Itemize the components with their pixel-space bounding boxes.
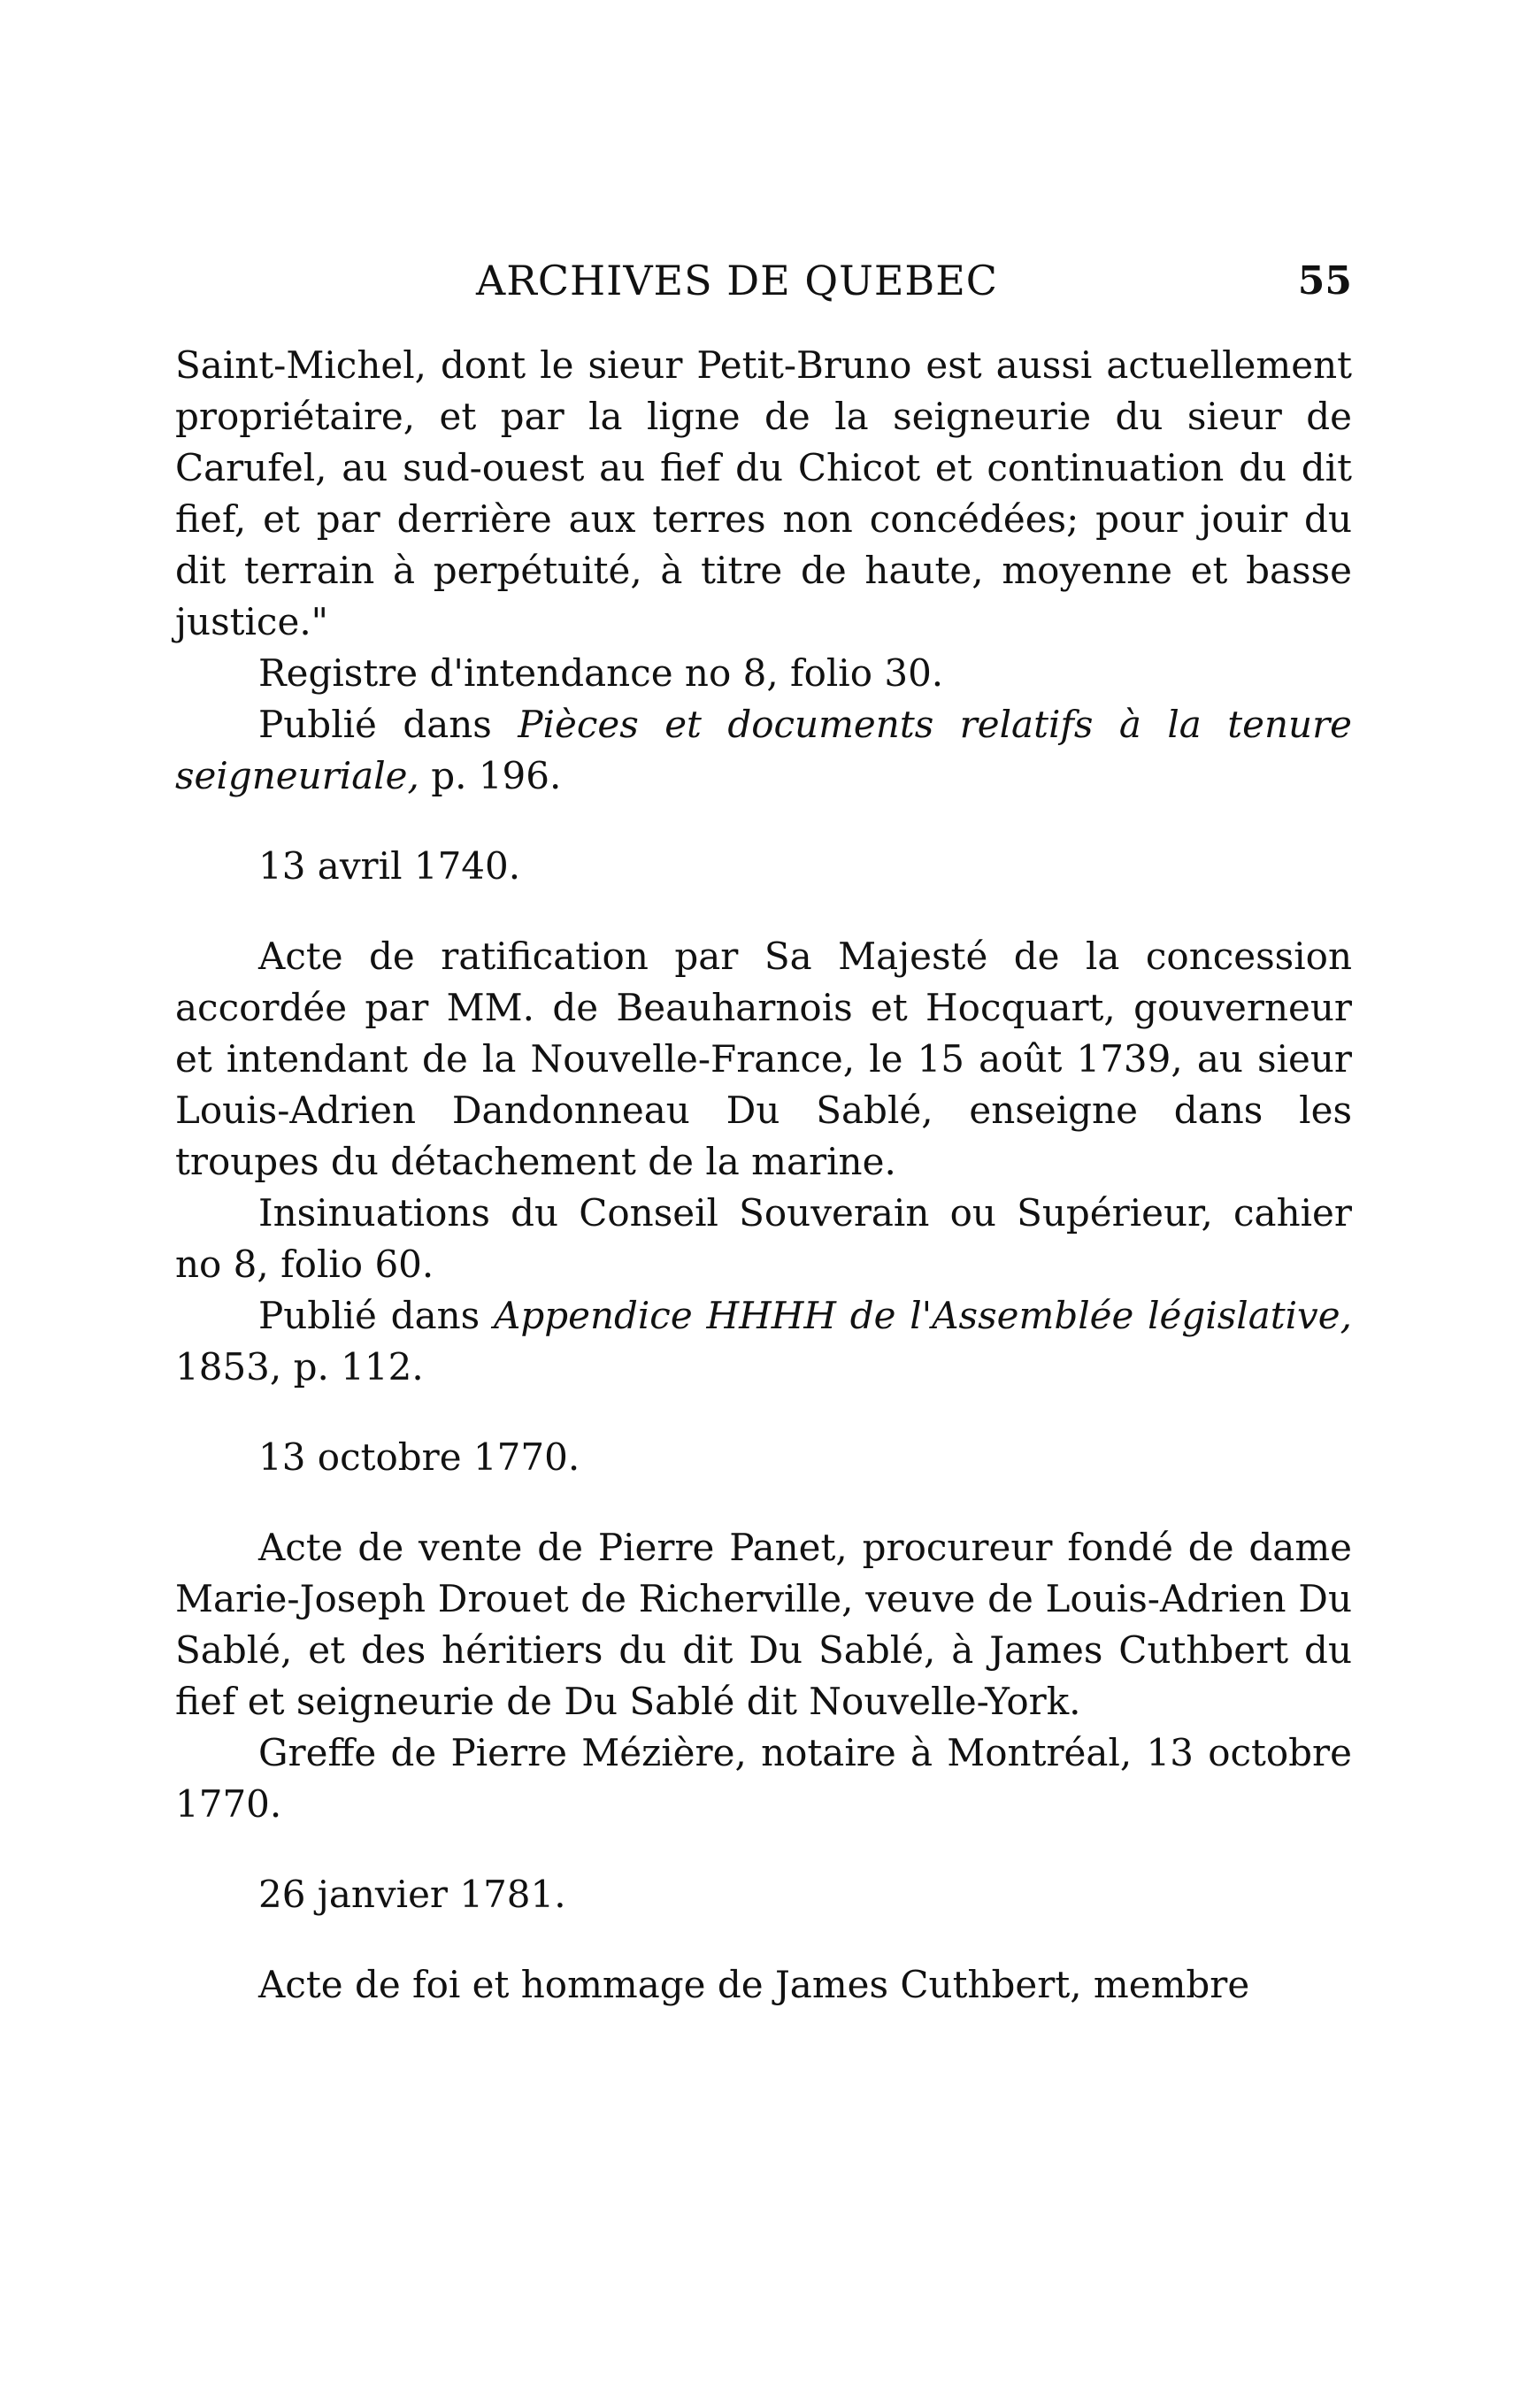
- document-body: [175, 340, 1352, 2011]
- running-header: [175, 239, 1352, 310]
- source-reference: Greffe de Pierre Mézière, notaire à Montréal, 13 octobre 1770.: [175, 1731, 1352, 1826]
- publication-prefix: Publié dans: [258, 1294, 480, 1337]
- entry-date: 13 avril 1740.: [258, 844, 521, 888]
- publication-title: Pièces et documents relatifs à la tenure seigneuriale,: [175, 703, 1352, 797]
- continuation-paragraph: Saint-Michel, dont le sieur Petit-Bruno est aussi actuellement propriétaire, et par la ligne de la seigneurie du sieur de Carufel, au sud-ouest au fief du Chicot et continuation du dit fief, et par derrière aux terres non concédées; pour jouir du dit terrain à perpétuité, à titre de haute, moyenne et basse justice.": [175, 343, 1352, 643]
- entry-body: Acte de vente de Pierre Panet, procureur fondé de dame Marie-Joseph Drouet de Richerville, veuve de Louis-Adrien Du Sablé, et des héritiers du dit Du Sablé, à James Cuthbert du fief et seigneurie de Du Sablé dit Nouvelle-York.: [175, 1526, 1352, 1723]
- running-title: ARCHIVES DE QUEBEC: [476, 257, 998, 304]
- publication-suffix: p. 196.: [431, 754, 562, 797]
- publication-reference: [175, 699, 1352, 802]
- entry-body: Acte de foi et hommage de James Cuthbert, membre: [258, 1963, 1250, 2006]
- entry-date: 13 octobre 1770.: [258, 1435, 580, 1479]
- publication-title: Appendice HHHH de l'Assemblée législative,: [493, 1294, 1352, 1337]
- source-reference: Registre d'intendance no 8, folio 30.: [258, 651, 944, 695]
- entry-body: Acte de ratification par Sa Majesté de la concession accordée par MM. de Beauharnois et Hocquart, gouverneur et intendant de la Nouvelle-France, le 15 août 1739, au sieur Louis-Adrien Dandonneau Du Sablé, enseigne dans les troupes du détachement de la marine.: [175, 935, 1352, 1183]
- entry-date: 26 janvier 1781.: [258, 1873, 566, 1916]
- publication-reference: [175, 1290, 1352, 1393]
- source-reference: Insinuations du Conseil Souverain ou Supérieur, cahier no 8, folio 60.: [175, 1191, 1352, 1286]
- publication-prefix: Publié dans: [258, 703, 492, 746]
- document-page: [175, 239, 1352, 2011]
- page-number: 55: [1297, 258, 1352, 304]
- publication-suffix: 1853, p. 112.: [175, 1345, 424, 1389]
